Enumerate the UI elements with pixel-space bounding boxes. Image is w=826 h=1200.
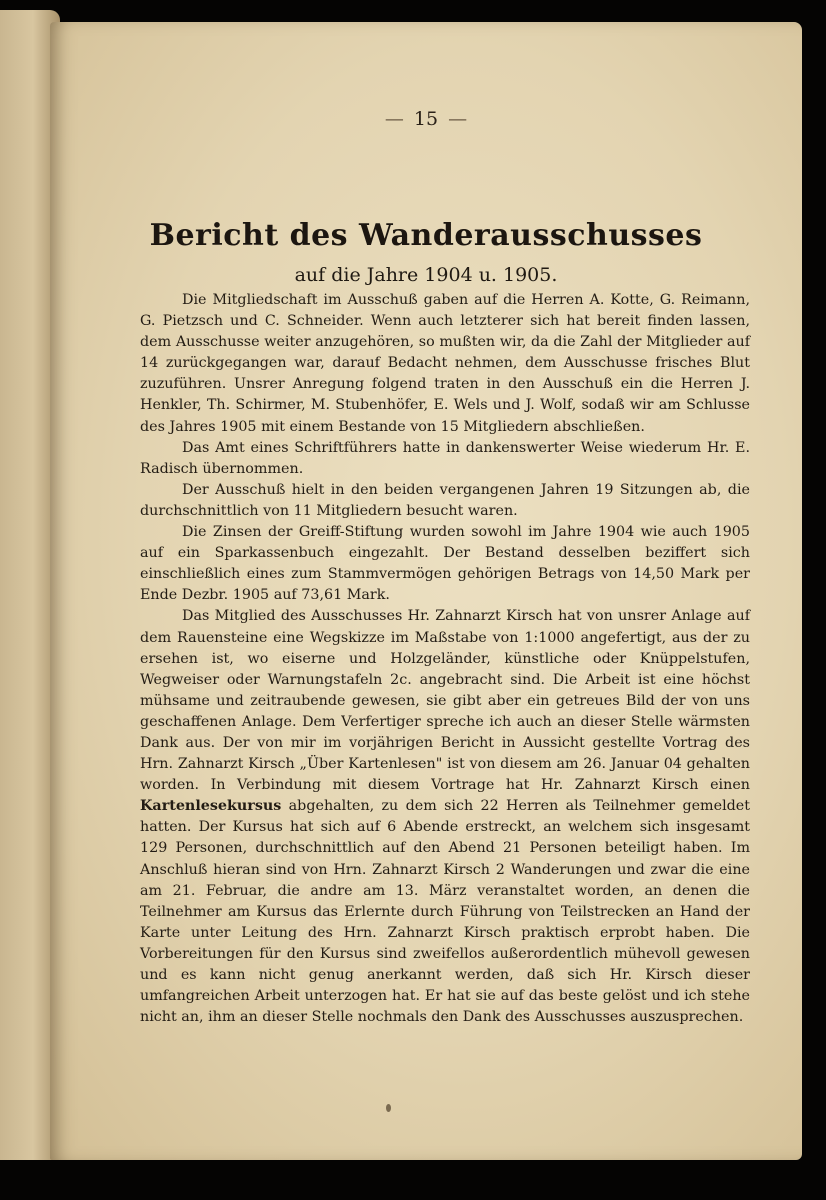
- report-body: [140, 290, 750, 1028]
- paragraph-map-course-end: abgehalten, zu dem sich 22 Herren als Teilnehmer gemeldet hatten. Der Kursus hat sich auf 6 Abende erstreckt, an welchem sich insgesamt 129 Personen, durchschnittlich auf den Abend 21 Personen beteiligt haben. Im Anschluß hieran sind von Hrn. Zahnarzt Kirsch 2 Wanderungen und zwar die eine am 21. Februar, die andre am 13. März veranstaltet worden, an denen die Teilnehmer am Kursus das Erlernte durch Führung von Teilstrecken an Hand der Karte unter Leitung des Hrn. Zahnarzt Kirsch praktisch erprobt haben. Die Vorbereitungen für den Kursus sind zweifellos außerordentlich mühevoll gewesen und es kann nicht genug anerkannt werden, daß sich Hr. Kirsch dieser umfangreichen Arbeit unterzogen hat. Er hat sie auf das beste gelöst und ich stehe nicht an, ihm an dieser Stelle nochmals den Dank des Ausschusses auszusprechen.: [140, 798, 751, 1026]
- page-number-value: 15: [413, 108, 439, 130]
- paragraph-meetings: Der Ausschuß hielt in den beiden vergangenen Jahren 19 Sitzungen ab, die durchschnittlich von 11 Mitgliedern besucht waren.: [140, 481, 750, 519]
- book-page: [50, 22, 802, 1160]
- page-number: [50, 108, 802, 130]
- page-number-dash-left: —: [384, 108, 404, 130]
- page-title: Bericht des Wanderausschusses: [149, 218, 703, 253]
- page-number-dash-right: —: [448, 108, 468, 130]
- paragraph-foundation: Die Zinsen der Greiff-Stiftung wurden sowohl im Jahre 1904 wie auch 1905 auf ein Sparkassenbuch eingezahlt. Der Bestand desselben beziffert sich einschließlich eines zum Stammvermögen gehörigen Betrags von 14,50 Mark per Ende Dezbr. 1905 auf 73,61 Mark.: [140, 524, 750, 604]
- paragraph-membership: Die Mitgliedschaft im Ausschuß gaben auf die Herren A. Kotte, G. Reimann, G. Pietzsch und C. Schneider. Wenn auch letzterer sich hat bereit finden lassen, dem Ausschusse weiter anzugehören, so mußten wir, da die Zahl der Mitglieder auf 14 zurückgegangen war, darauf Bedacht nehmen, dem Ausschusse frisches Blut zuzuführen. Unsrer Anregung folgend traten in den Ausschuß ein die Herren J. Henkler, Th. Schirmer, M. Stubenhöfer, E. Wels und J. Wolf, sodaß wir am Schlusse des Jahres 1905 mit einem Bestande von 15 Mitgliedern abschließen.: [140, 292, 750, 435]
- paragraph-map-course: [140, 606, 750, 1028]
- paragraph-map-course-start: Das Mitglied des Ausschusses Hr. Zahnarzt Kirsch hat von unsrer Anlage auf dem Rauensteine eine Wegskizze im Maßstabe von 1:1000 angefertigt, aus der zu ersehen ist, wo eiserne und Holzgeländer, künstliche oder Knüppelstufen, Wegweiser oder Warnungstafeln 2c. angebracht sind. Die Arbeit ist eine höchst mühsame und zeitraubende gewesen, sie gibt aber ein getreues Bild der von uns geschaffenen Anlage. Dem Verfertiger spreche ich auch an dieser Stelle wärmsten Dank aus. Der von mir im vorjährigen Bericht in Aussicht gestellte Vortrag des Hrn. Zahnarzt Kirsch „Über Kartenlesen" ist von diesem am 26. Januar 04 gehalten worden. In Verbindung mit diesem Vortrage hat Hr. Zahnarzt Kirsch einen: [140, 608, 750, 794]
- paragraph-secretary: Das Amt eines Schriftführers hatte in dankenswerter Weise wiederum Hr. E. Radisch übernommen.: [140, 439, 750, 477]
- paper-blemish: [386, 1104, 391, 1112]
- page-subtitle: auf die Jahre 1904 u. 1905.: [294, 264, 558, 286]
- course-name-bold: Kartenlesekursus: [140, 798, 282, 815]
